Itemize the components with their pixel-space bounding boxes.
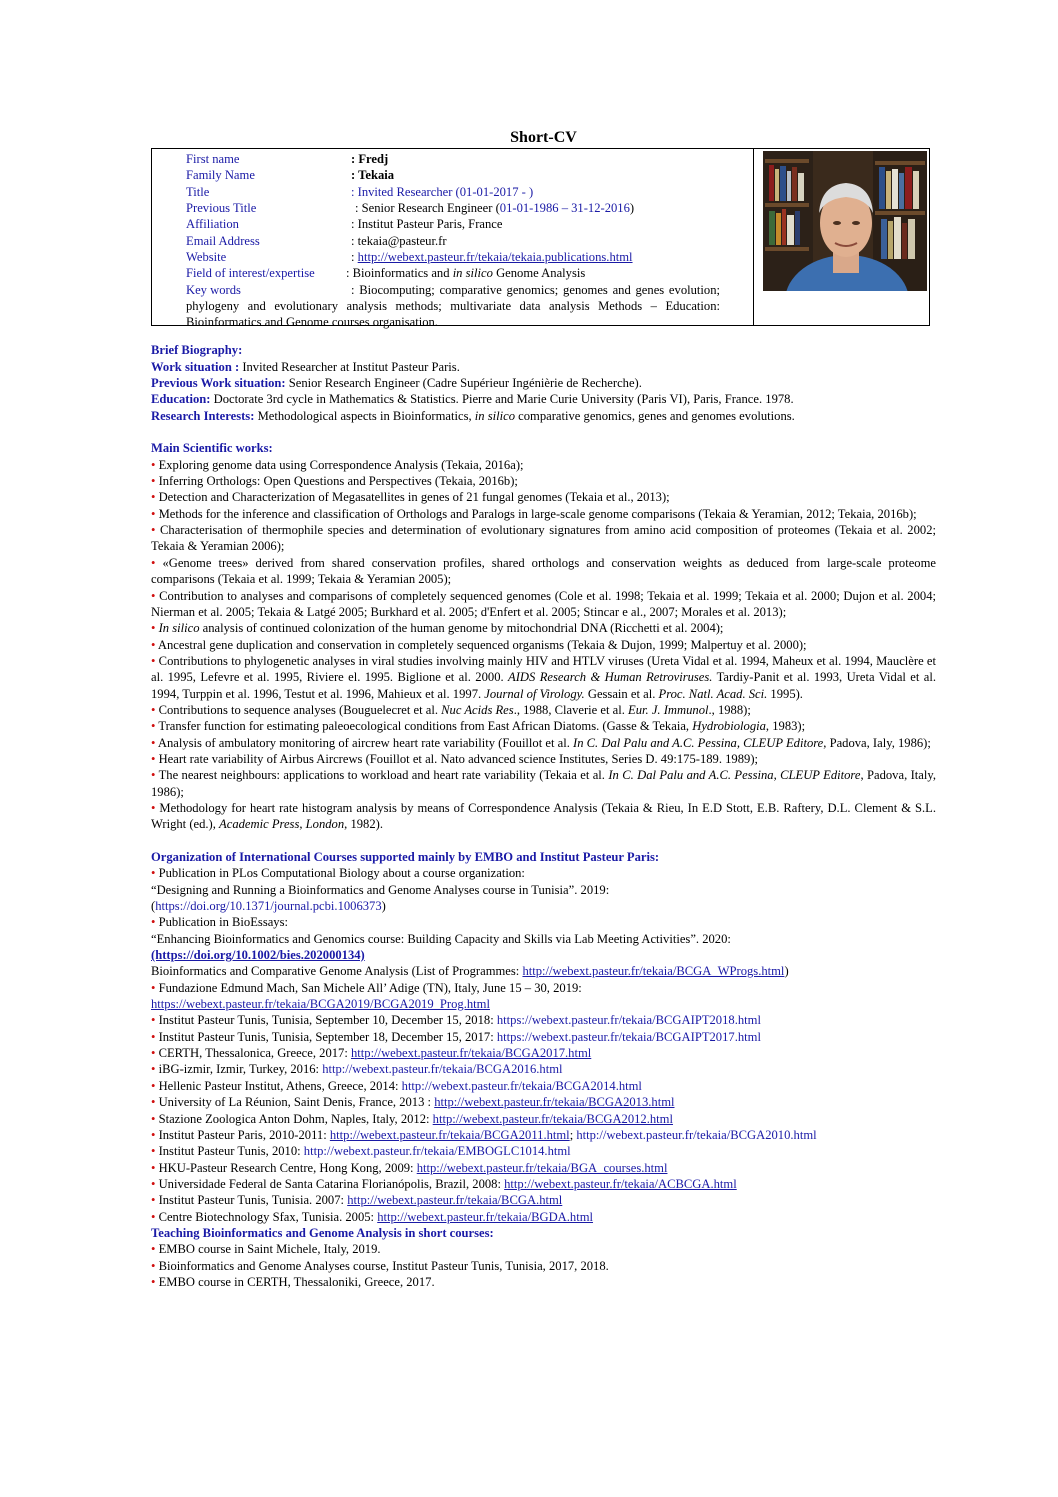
affiliation-value: : Institut Pasteur Paris, France	[351, 217, 503, 232]
course-link[interactable]: http://webext.pasteur.fr/tekaia/BGA_courses.html	[416, 1160, 668, 1175]
list-item: • Stazione Zoologica Anton Dohm, Naples, Italy, 2012: http://webext.pasteur.fr/tekaia/BCGA2012.html	[151, 1111, 673, 1126]
course-link[interactable]: http://webext.pasteur.fr/tekaia/BCGA2013.html	[434, 1095, 675, 1110]
interest-label: Field of interest/expertise	[186, 266, 315, 281]
email-value: : tekaia@pasteur.fr	[351, 233, 447, 248]
list-item: • HKU-Pasteur Research Centre, Hong Kong, 2009: http://webext.pasteur.fr/tekaia/BGA_courses.html	[151, 1160, 668, 1175]
list-item: • Institut Pasteur Tunis, 2010: http://webext.pasteur.fr/tekaia/EMBOGLC1014.html	[151, 1144, 571, 1159]
list-item: • Publication in PLos Computational Biology about a course organization:	[151, 866, 525, 881]
course-link[interactable]: http://webext.pasteur.fr/tekaia/BCGA.html	[347, 1193, 563, 1208]
list-item: • Fundazione Edmund Mach, San Michele All’ Adige (TN), Italy, June 15 – 30, 2019:	[151, 980, 582, 995]
portrait-photo	[763, 151, 927, 291]
field-family-name	[186, 167, 726, 183]
works-section	[151, 440, 936, 832]
teaching-section	[151, 1225, 936, 1290]
previous-title-label: Previous Title	[186, 201, 257, 216]
education: Education: Doctorate 3rd cycle in Mathematics & Statistics. Pierre and Marie Curie University (Paris VI), Paris, France. 1978.	[151, 392, 794, 407]
family-name-value: : Tekaia	[351, 168, 395, 183]
course-link[interactable]: http://webext.pasteur.fr/tekaia/BCGA2011.html	[329, 1127, 570, 1142]
biography-section	[151, 342, 936, 424]
list-item: • The nearest neighbours: applications to workload and heart rate variability (Tekaia et al. In C. Dal Palu and A.C. Pessina, CLEUP Editore, Padova, Italy, 1986);	[151, 768, 937, 799]
first-name-value: : Fredj	[351, 152, 389, 166]
profile-box	[151, 148, 930, 330]
course-link[interactable]: http://webext.pasteur.fr/tekaia/BCGA2016.html	[322, 1062, 563, 1077]
field-interest	[186, 265, 726, 281]
course-link[interactable]: http://webext.pasteur.fr/tekaia/ACBCGA.html	[504, 1176, 737, 1191]
first-name-label: First name	[186, 152, 240, 166]
list-item: • EMBO course in Saint Michele, Italy, 2019.	[151, 1242, 381, 1257]
list-item: • Contributions to sequence analyses (Bouguelecret et al. Nuc Acids Res., 1988, Claverie et al. Eur. J. Immunol., 1988);	[151, 702, 751, 717]
field-website	[186, 249, 726, 265]
courses-section	[151, 849, 936, 1225]
list-item: • Universidade Federal de Santa Catarina Florianópolis, Brazil, 2008: http://webext.pasteur.fr/tekaia/ACBCGA.html	[151, 1176, 737, 1191]
previous-title-value: : Senior Research Engineer (01-01-1986 – 31-12-2016)	[355, 201, 635, 216]
course-publication-title: “Designing and Running a Bioinformatics and Genome Analyses course in Tunisia”. 2019:	[151, 882, 610, 897]
list-item: • Inferring Orthologs: Open Questions and Perspectives (Tekaia, 2016b);	[151, 474, 518, 489]
list-item: • Ancestral gene duplication and conservation in completely sequenced organisms (Tekaia & Dujon, 1999; Malpertuy et al. 2000);	[151, 637, 807, 652]
list-item: • Methodology for heart rate histogram analysis by means of Correspondence Analysis (Tekaia & Rieu, In E.D Stott, E.B. Raftery, D.L. Clement & S.L. Wright (ed.), Academic Press, London, 1982).	[151, 800, 936, 832]
biography-heading: Brief Biography:	[151, 343, 243, 358]
list-item: • Institut Pasteur Tunis, Tunisia. 2007: http://webext.pasteur.fr/tekaia/BCGA.html	[151, 1193, 563, 1208]
field-keywords	[186, 282, 726, 331]
list-item: • Heart rate variability of Airbus Aircrews (Fouillot et al. Nato advanced science Institutes, Series D. 49:175-189. 1989);	[151, 751, 759, 766]
affiliation-label: Affiliation	[186, 217, 239, 232]
field-first-name	[186, 151, 726, 167]
list-item: • Analysis of ambulatory monitoring of aircrew heart rate variability (Fouillot et al. In C. Dal Palu and A.C. Pessina, CLEUP Editore, Padova, Ialy, 1986);	[151, 735, 931, 750]
list-item: • Publication in BioEssays:	[151, 915, 289, 930]
keywords-value: : Biocomputing; comparative genomics; genomes and genes evolution; phylogeny and evolutionary analysis methods; multivariate data analysis Methods – Education: Bioinformatics and Genome courses organisation.	[186, 282, 720, 330]
course-link[interactable]: http://webext.pasteur.fr/tekaia/BGDA.html	[377, 1209, 594, 1224]
programmes-link[interactable]: http://webext.pasteur.fr/tekaia/BCGA_WProgs.html	[522, 964, 785, 979]
list-item: • Exploring genome data using Correspondence Analysis (Tekaia, 2016a);	[151, 457, 524, 472]
list-item: • Contribution to analyses and comparisons of completely sequenced genomes (Cole et al. 1998; Tekaia et al. 1999; Tekaia et al. 2000; Dujon et al. 2004; Nierman et al. 2005; Tekaia & Latgé 2005; Burkhard et al. 2005; d'Enfert et al. 2005; Stincar e al., 2007; Morales et al. 2013);	[151, 588, 936, 619]
course-link[interactable]: https://webext.pasteur.fr/tekaia/BCGA2019/BCGA2019_Prog.html	[151, 997, 490, 1012]
list-item: • Contributions to phylogenetic analyses in viral studies involving mainly HIV and HTLV viruses (Ureta Vidal et al. 1994, Maheux et al. 1994, Mauclère et al. 1995, Lefevre et al. 1995, Riviere el. 1995. Biglione et al. 2000. AIDS Research & Human Retroviruses. Tardiy-Panit et al. 1993, Ureta Vidal et al. 1994, Turppin et al. 1996, Testut et al. 1996, Mahieux et al. 1997. Journal of Virology. Gessain et al. Proc. Natl. Acad. Sci. 1995).	[151, 653, 936, 701]
work-situation: Work situation : Invited Researcher at Institut Pasteur Paris.	[151, 359, 460, 374]
courses-heading: Organization of International Courses supported mainly by EMBO and Institut Pasteur Paris:	[151, 850, 660, 864]
title-label: Title	[186, 184, 210, 199]
list-item: • iBG-izmir, Izmir, Turkey, 2016: http://webext.pasteur.fr/tekaia/BCGA2016.html	[151, 1062, 563, 1077]
field-affiliation	[186, 216, 726, 232]
list-item: • Detection and Characterization of Megasatellites in genes of 21 fungal genomes (Tekaia et al., 2013);	[151, 490, 670, 505]
programmes-list: Bioinformatics and Comparative Genome Analysis (List of Programmes: http://webext.pasteur.fr/tekaia/BCGA_WProgs.html)	[151, 964, 789, 979]
website-label: Website	[186, 250, 227, 265]
works-heading: Main Scientific works:	[151, 441, 273, 456]
course-publication-link: (https://doi.org/10.1371/journal.pcbi.1006373)	[151, 899, 386, 914]
course-link[interactable]: http://webext.pasteur.fr/tekaia/EMBOGLC1014.html	[303, 1144, 571, 1159]
list-item: • CERTH, Thessalonica, Greece, 2017: http://webext.pasteur.fr/tekaia/BCGA2017.html	[151, 1046, 592, 1061]
list-item: • Methods for the inference and classification of Orthologs and Paralogs in large-scale genome comparisons (Tekaia & Yeramian, 2012; Tekaia, 2016b);	[151, 506, 917, 521]
page-title: Short-CV	[510, 129, 577, 146]
list-item: • «Genome trees» derived from shared conservation profiles, shared orthologs and conservation weights as deduced from large-scale proteome comparisons (Tekaia et al. 1999; Tekaia & Yeramian 2005);	[151, 555, 936, 587]
course-link-line	[151, 996, 936, 1012]
profile-divider	[753, 149, 754, 325]
field-previous-title	[186, 200, 726, 216]
list-item: • Centre Biotechnology Sfax, Tunisia. 2005: http://webext.pasteur.fr/tekaia/BGDA.html	[151, 1209, 594, 1224]
course-link[interactable]: http://webext.pasteur.fr/tekaia/BCGA2010.html	[576, 1127, 817, 1142]
field-title	[186, 184, 726, 200]
course-link[interactable]: https://webext.pasteur.fr/tekaia/BCGAIPT2018.html	[496, 1013, 761, 1028]
email-label: Email Address	[186, 233, 260, 248]
list-item: • Hellenic Pasteur Institut, Athens, Greece, 2014: http://webext.pasteur.fr/tekaia/BCGA2014.html	[151, 1078, 642, 1093]
field-email	[186, 233, 726, 249]
research-interests: Research Interests: Methodological aspects in Bioinformatics, in silico comparative genomics, genes and genomes evolutions.	[151, 408, 795, 423]
list-item: • Transfer function for estimating paleoecological conditions from East African Diatoms. (Gasse & Tekaia, Hydrobiologia, 1983);	[151, 719, 806, 734]
course-link[interactable]: https://webext.pasteur.fr/tekaia/BCGAIPT2017.html	[496, 1029, 761, 1044]
website-value: : http://webext.pasteur.fr/tekaia/tekaia.publications.html	[351, 250, 633, 265]
family-name-label: Family Name	[186, 168, 255, 183]
website-link[interactable]: http://webext.pasteur.fr/tekaia/tekaia.publications.html	[357, 250, 633, 265]
previous-work-situation: Previous Work situation: Senior Research Engineer (Cadre Supérieur Ingénièrie de Recherche).	[151, 376, 642, 391]
teaching-heading: Teaching Bioinformatics and Genome Analysis in short courses:	[151, 1225, 494, 1240]
course-publication-link	[151, 947, 936, 963]
keywords-label: Key words	[186, 282, 241, 297]
doi-link-bioessays[interactable]: (https://doi.org/10.1002/bies.202000134)	[151, 948, 365, 963]
course-link[interactable]: http://webext.pasteur.fr/tekaia/BCGA2017.html	[350, 1046, 592, 1061]
list-item: • Institut Pasteur Tunis, Tunisia, September 18, December 15, 2017: https://webext.pasteur.fr/tekaia/BCGAIPT2017.html	[151, 1029, 761, 1044]
list-item: • Institut Pasteur Paris, 2010-2011: http://webext.pasteur.fr/tekaia/BCGA2011.html; http://webext.pasteur.fr/tekaia/BCGA2010.html	[151, 1127, 817, 1142]
list-item: • EMBO course in CERTH, Thessaloniki, Greece, 2017.	[151, 1274, 435, 1289]
cv-page	[151, 128, 936, 1290]
list-item: • In silico analysis of continued colonization of the human genome by mitochondrial DNA (Ricchetti et al. 2004);	[151, 621, 724, 636]
list-item: • Characterisation of thermophile species and determination of evolutionary signatures from amino acid composition of proteomes (Tekaia et al. 2002; Tekaia & Yeramian 2006);	[151, 523, 936, 554]
list-item: • Bioinformatics and Genome Analyses course, Institut Pasteur Tunis, Tunisia, 2017, 2018.	[151, 1258, 609, 1273]
course-publication-title: “Enhancing Bioinformatics and Genomics course: Building Capacity and Skills via Lab Meeting Activities”. 2020:	[151, 931, 731, 946]
profile-fields	[186, 151, 726, 331]
interest-value: : Bioinformatics and in silico Genome Analysis	[346, 266, 586, 281]
title-value: : Invited Researcher (01-01-2017 - )	[351, 184, 534, 199]
course-link[interactable]: http://webext.pasteur.fr/tekaia/BCGA2012.html	[432, 1111, 673, 1126]
list-item: • Institut Pasteur Tunis, Tunisia, September 10, December 15, 2018: https://webext.pasteur.fr/tekaia/BCGAIPT2018.html	[151, 1013, 761, 1028]
list-item: • University of La Réunion, Saint Denis, France, 2013 : http://webext.pasteur.fr/tekaia/BCGA2013.html	[151, 1095, 675, 1110]
course-link[interactable]: http://webext.pasteur.fr/tekaia/BCGA2014.html	[401, 1078, 642, 1093]
doi-link-ploscb[interactable]: https://doi.org/10.1371/journal.pcbi.1006373	[155, 899, 382, 914]
